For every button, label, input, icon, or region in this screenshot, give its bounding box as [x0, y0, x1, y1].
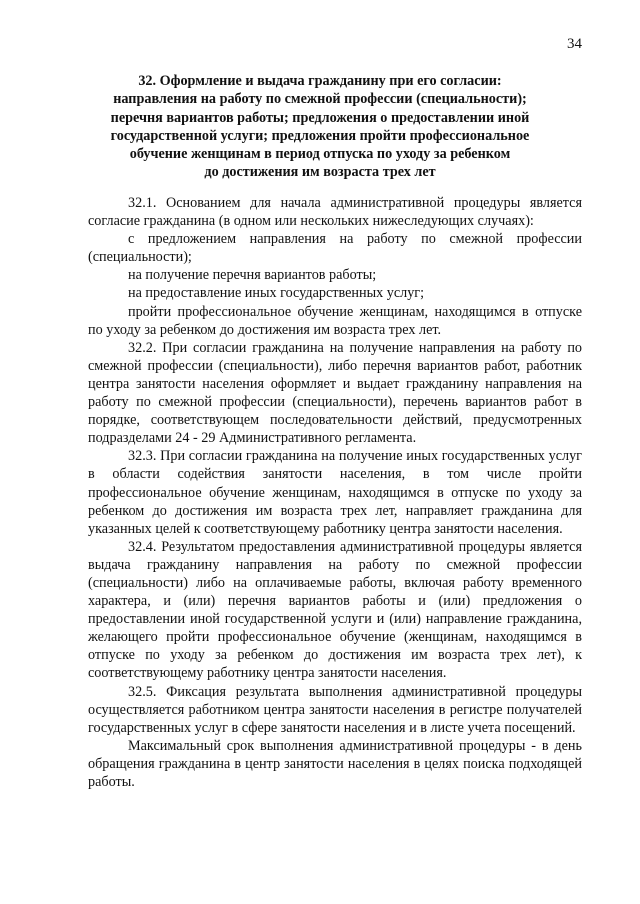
list-item-training: пройти профессиональное обучение женщинам, находящимся в отпуске по уходу за ребенком до достижения им возраста трех лет.: [88, 303, 582, 338]
title-line: перечня вариантов работы; предложения о предоставлении иной: [110, 109, 530, 126]
title-line: до достижения им возраста трех лет: [204, 164, 436, 181]
document-body: [88, 194, 582, 791]
title-line: государственной услуги; предложения пройти профессиональное: [110, 127, 530, 144]
paragraph-32-3: 32.3. При согласии гражданина на получение иных государственных услуг в области содействия занятости населения, в том числе пройти профессиональное обучение женщинам, находящимся в отпуске по уходу за ребенком до достижения им возраста трех лет, направляет гражданина для указанных целей к соответствующему работнику центра занятости населения.: [88, 448, 582, 537]
page-number: 34: [567, 36, 582, 52]
paragraph-max-term: Максимальный срок выполнения административной процедуры - в день обращения гражданина в центр занятости населения в целях поиска подходящей работы.: [88, 737, 582, 790]
section-title: [60, 72, 580, 182]
paragraph-32-4: 32.4. Результатом предоставления административной процедуры является выдача гражданину направления на работу по смежной профессии (специальности) либо на оплачиваемые работы, включая работу временного характера, и (или) перечня вариантов работы и (или) предложения о предоставлении иной государственной услуги и (или) направление гражданина, желающего пройти профессиональное обучение (женщинам, находящимся в отпуске по уходу за ребенком до достижения им возраста трех лет), к соответствующему работнику центра занятости населения.: [88, 538, 582, 682]
paragraph-32-5: 32.5. Фиксация результата выполнения административной процедуры осуществляется работником центра занятости населения в регистре получателей государственных услуг в сфере занятости населения и в листе учета посещений.: [88, 683, 582, 736]
paragraph-32-1: 32.1. Основанием для начала административной процедуры является согласие гражданина (в одном или нескольких нижеследующих случаях):: [88, 195, 582, 230]
title-line: 32. Оформление и выдача гражданину при его согласии:: [138, 73, 502, 89]
paragraph-32-2: 32.2. При согласии гражданина на получение направления на работу по смежной профессии (специальности), либо перечня вариантов работ, работник центра занятости населения оформляет и выдает гражданину направления на работу по смежной профессии (специальности), перечень вариантов работ в порядке, соответствующем последовательности действий, предусмотренных подразделами 24 - 29 Административного регламента.: [88, 339, 582, 447]
title-line: направления на работу по смежной профессии (специальности);: [113, 91, 527, 108]
title-line: обучение женщинам в период отпуска по уходу за ребенком: [129, 146, 511, 163]
list-item-other-services: на предоставление иных государственных услуг;: [128, 285, 425, 302]
list-item-related-profession: с предложением направления на работу по смежной профессии (специальности);: [88, 231, 582, 266]
list-item-work-options: на получение перечня вариантов работы;: [128, 267, 377, 284]
